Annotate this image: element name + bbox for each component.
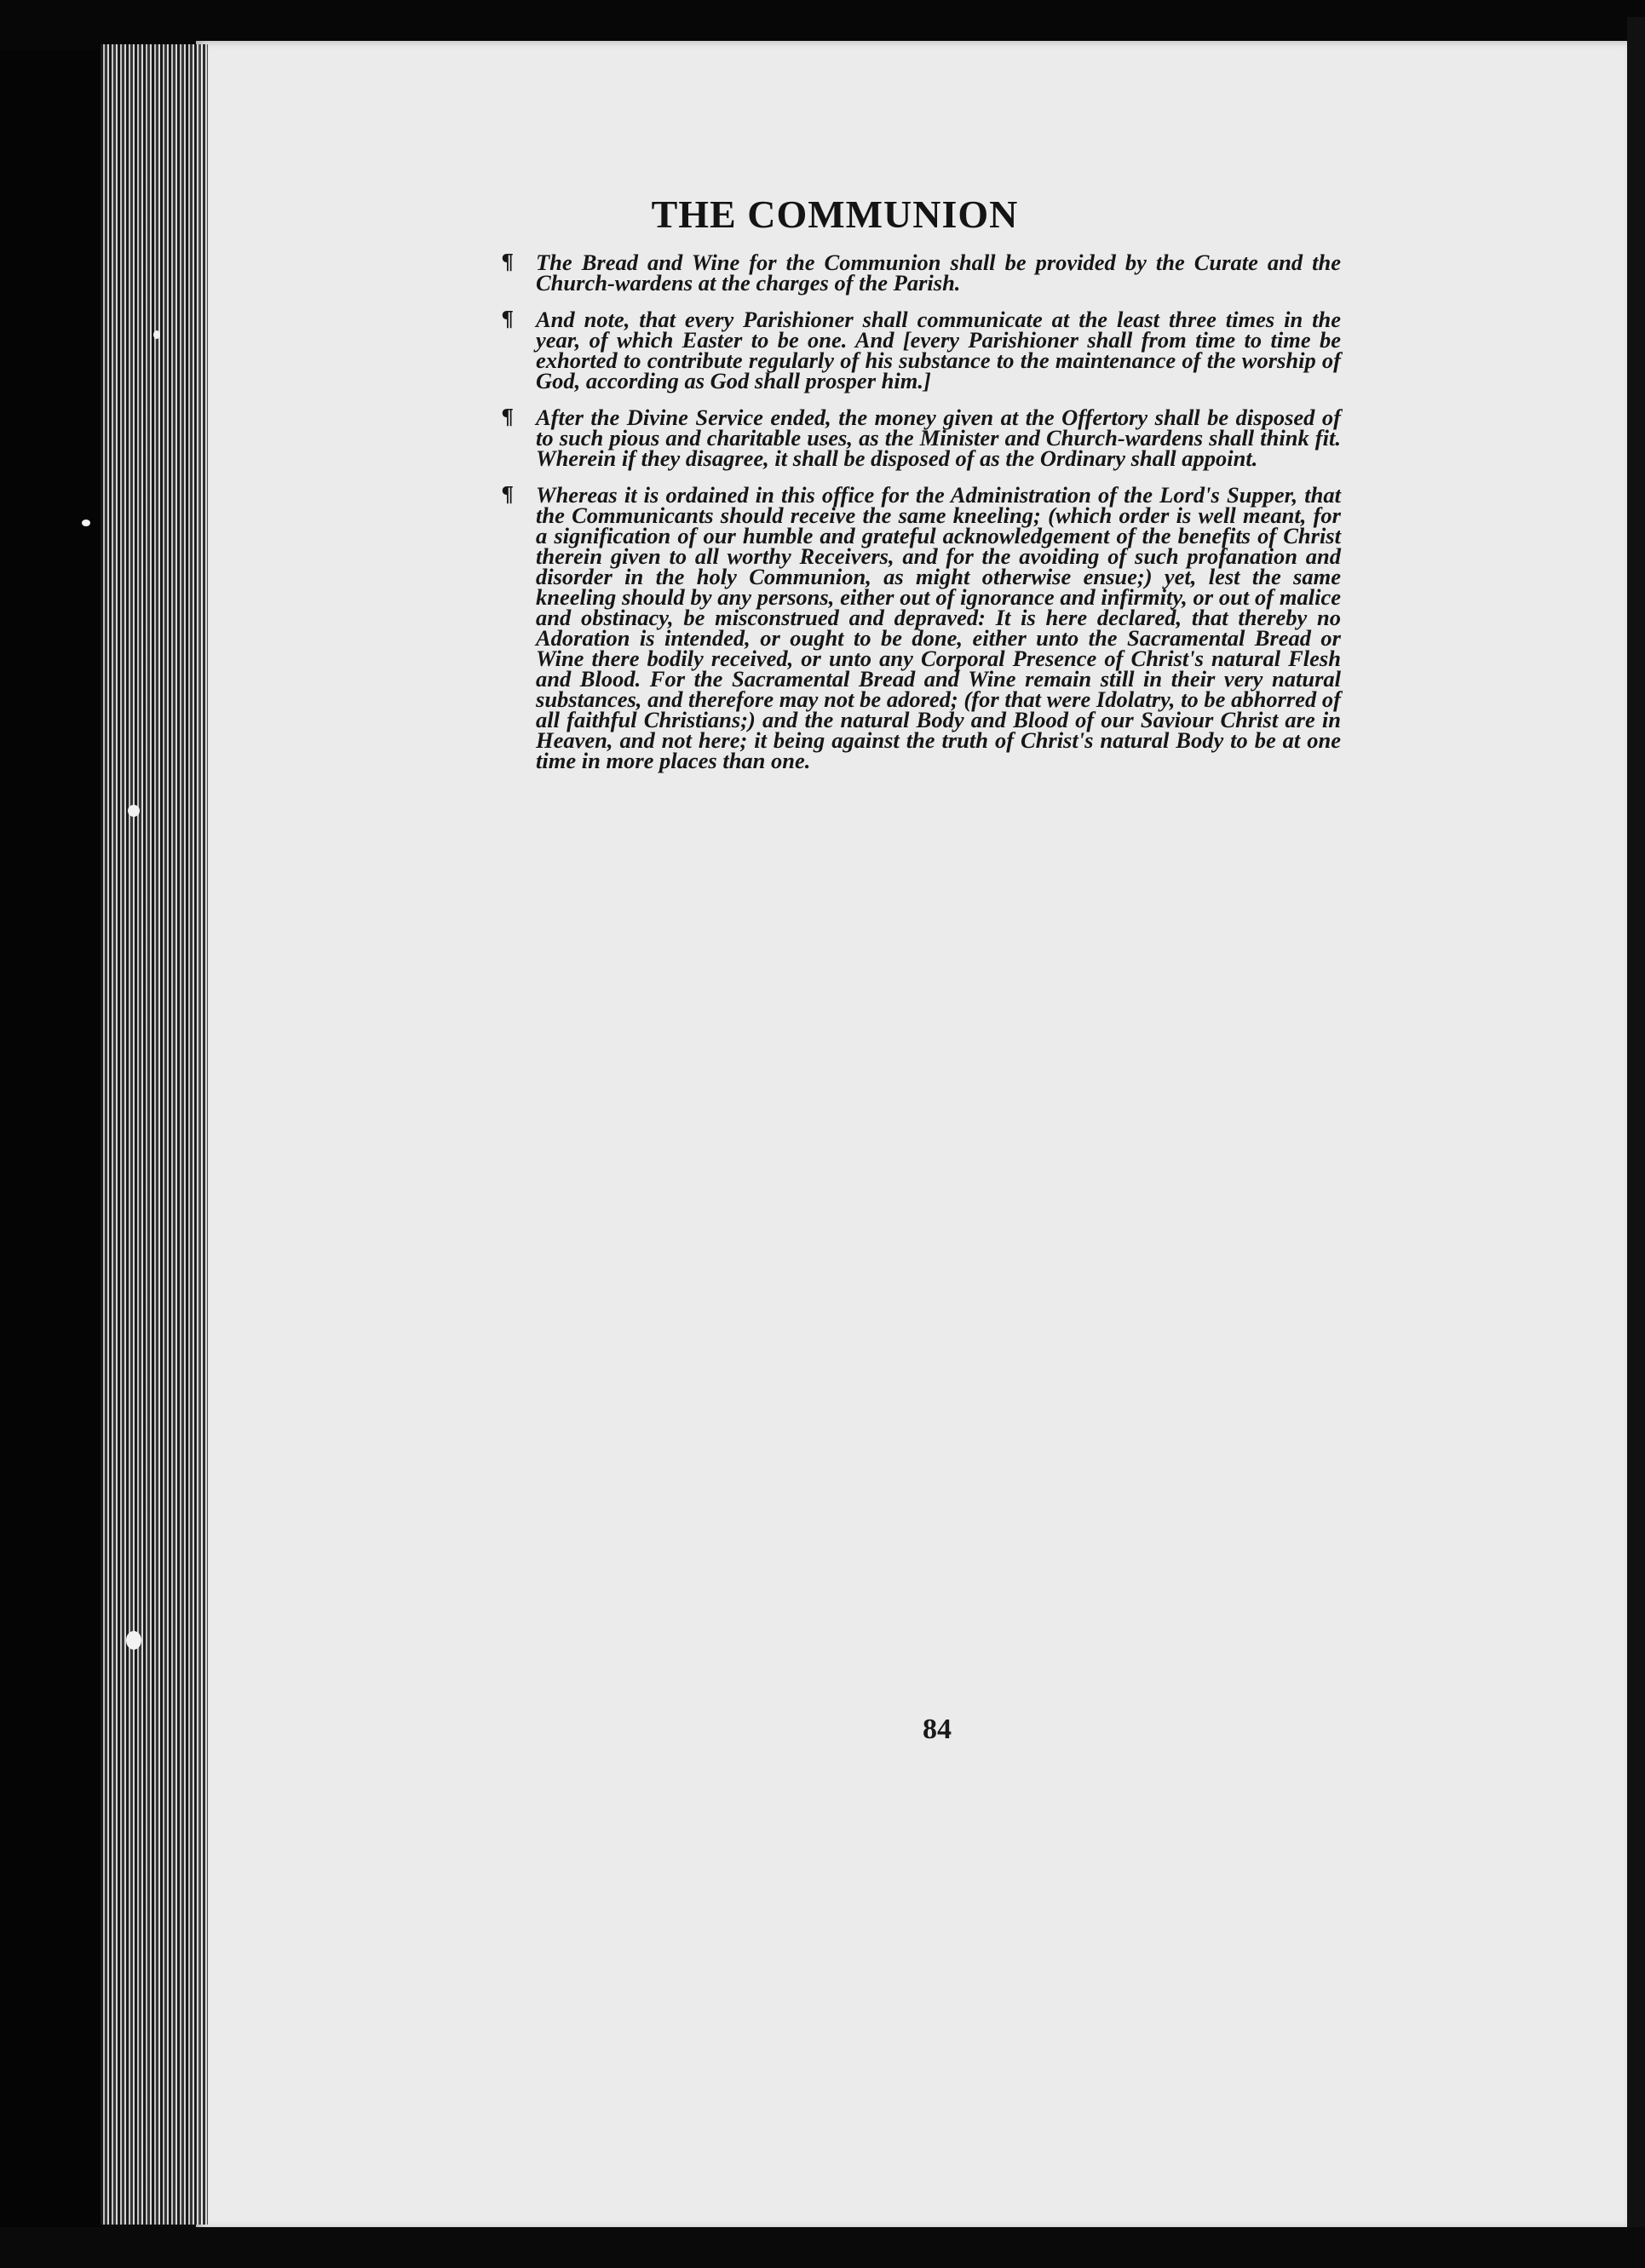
- rubric-paragraph: [501, 309, 1341, 391]
- scan-speck: [153, 330, 160, 339]
- rubric-text: The Bread and Wine for the Communion shall be provided by the Curate and the Church-wardens at the charges of the Parish.: [536, 250, 1341, 296]
- pilcrow-icon: ¶: [501, 482, 515, 507]
- scan-right-border: [1627, 17, 1645, 2268]
- scan-speck: [82, 520, 90, 526]
- rubric-paragraph: [501, 482, 1341, 773]
- rubric-paragraph: [501, 405, 1341, 471]
- rubric-text: Whereas it is ordained in this office for the Administration of the Lord's Supper, that the Communicants should receive the same kneeling; (which order is well meant, for a signification of our humble and grateful acknowledgement of the benefits of Christ therein given to all worthy Receivers, and for the avoiding of such profanation and disorder in the holy Communion, as might otherwise ensue;) yet, lest the same kneeling should by any persons, either out of ignorance and infirmity, or out of malice and obstinacy, be misconstrued and depraved: It is here declared, that thereby no Adoration is intended, or ought to be done, either unto the Sacramental Bread or Wine there bodily received, or unto any Corporal Presence of Christ's natural Flesh and Blood. For the Sacramental Bread and Wine remain still in their very natural substances, and therefore may not be adored; (for that were Idolatry, to be abhorred of all faithful Christians;) and the natural Body and Blood of our Saviour Christ are in Heaven, and not here; it being against the truth of Christ's natural Body to be at one time in more places than one.: [536, 482, 1341, 773]
- scan-speck: [126, 1631, 141, 1650]
- rubric-paragraph: [501, 250, 1341, 296]
- rubric-list: [501, 252, 1341, 787]
- rubric-text: After the Divine Service ended, the money given at the Offertory shall be disposed of to such pious and charitable uses, as the Minister and Church-wardens shall think fit. Wherein if they disagree, it shall be disposed of as the Ordinary shall appoint.: [536, 405, 1341, 471]
- pilcrow-icon: ¶: [501, 405, 515, 429]
- scan-speck: [128, 805, 140, 817]
- book-page-edges: [101, 44, 208, 2225]
- page-number: 84: [923, 1714, 952, 1745]
- page-title: THE COMMUNION: [651, 192, 1019, 236]
- pilcrow-icon: ¶: [501, 307, 515, 331]
- scan-bottom-border: [0, 2227, 1645, 2268]
- pilcrow-icon: ¶: [501, 250, 515, 274]
- scan-left-border: [0, 49, 102, 2268]
- rubric-text: And note, that every Parishioner shall communicate at the least three times in the year, of which Easter to be one. And [every Parishioner shall from time to time be exhorted to contribute regularly of his substance to the maintenance of the worship of God, according as God shall prosper him.]: [536, 307, 1341, 393]
